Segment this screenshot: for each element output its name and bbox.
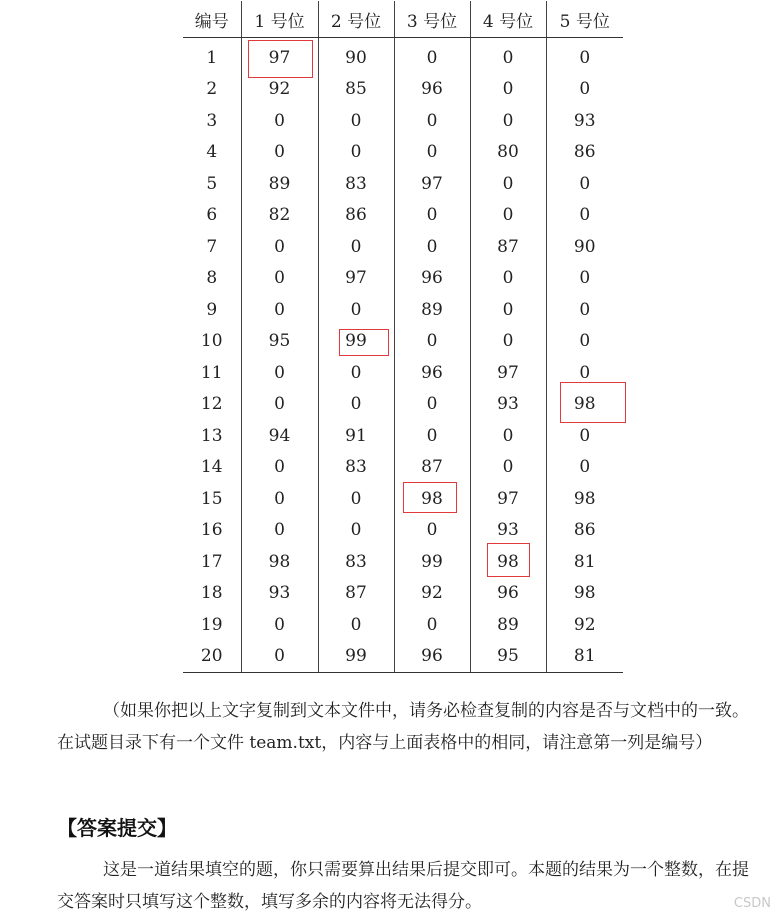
score-cell: 83 bbox=[318, 452, 394, 484]
score-cell: 0 bbox=[470, 38, 546, 74]
score-cell: 89 bbox=[470, 609, 546, 641]
score-cell: 93 bbox=[546, 105, 623, 137]
score-cell: 97 bbox=[394, 168, 470, 200]
row-id-cell: 11 bbox=[200, 362, 223, 383]
highlight-box-row17-pos4 bbox=[487, 543, 530, 577]
table-row bbox=[183, 578, 623, 610]
score-cell: 0 bbox=[241, 609, 318, 641]
score-cell: 83 bbox=[318, 168, 394, 200]
score-cell: 0 bbox=[318, 357, 394, 389]
highlight-box-row1-pos1 bbox=[248, 40, 313, 78]
score-cell: 0 bbox=[470, 168, 546, 200]
score-cell: 0 bbox=[394, 105, 470, 137]
score-cell: 87 bbox=[394, 452, 470, 484]
table-header-row bbox=[183, 1, 623, 38]
score-cell: 0 bbox=[394, 137, 470, 169]
score-cell: 0 bbox=[318, 515, 394, 547]
score-table bbox=[183, 1, 623, 673]
header-position-2: 2 号位 bbox=[318, 1, 394, 38]
score-cell: 98 bbox=[546, 483, 623, 515]
row-id-cell: 16 bbox=[200, 520, 223, 541]
score-cell: 86 bbox=[546, 137, 623, 169]
score-cell: 97 bbox=[318, 263, 394, 295]
score-cell: 0 bbox=[470, 420, 546, 452]
table-row bbox=[183, 546, 623, 578]
score-cell: 0 bbox=[241, 515, 318, 547]
score-cell: 97 bbox=[470, 483, 546, 515]
row-id-cell: 15 bbox=[200, 488, 223, 509]
row-id-cell: 17 bbox=[200, 551, 223, 572]
row-id-cell: 18 bbox=[200, 583, 223, 604]
score-cell: 0 bbox=[318, 294, 394, 326]
section-heading: 【答案提交】 bbox=[57, 816, 177, 840]
score-cell: 90 bbox=[318, 38, 394, 74]
score-cell: 87 bbox=[318, 578, 394, 610]
table-row bbox=[183, 641, 623, 673]
score-cell: 98 bbox=[241, 546, 318, 578]
table-row bbox=[183, 231, 623, 263]
table-row bbox=[183, 452, 623, 484]
score-cell: 82 bbox=[241, 200, 318, 232]
score-cell: 0 bbox=[546, 263, 623, 295]
row-id-cell: 10 bbox=[200, 331, 223, 352]
score-cell: 0 bbox=[241, 389, 318, 421]
row-id-cell: 2 bbox=[206, 79, 218, 100]
score-cell: 0 bbox=[546, 420, 623, 452]
table-row bbox=[183, 74, 623, 106]
score-cell: 0 bbox=[546, 452, 623, 484]
score-cell: 0 bbox=[546, 357, 623, 389]
table-row bbox=[183, 420, 623, 452]
row-id-cell: 6 bbox=[206, 205, 218, 226]
header-id: 编号 bbox=[183, 1, 241, 38]
table-row bbox=[183, 326, 623, 358]
score-cell: 96 bbox=[394, 641, 470, 673]
score-cell: 81 bbox=[546, 546, 623, 578]
row-id-cell: 19 bbox=[200, 614, 223, 635]
header-position-4: 4 号位 bbox=[470, 1, 546, 38]
score-cell: 80 bbox=[470, 137, 546, 169]
score-cell: 97 bbox=[470, 357, 546, 389]
score-cell: 89 bbox=[241, 168, 318, 200]
score-cell: 0 bbox=[318, 137, 394, 169]
score-cell: 0 bbox=[470, 452, 546, 484]
row-id-cell: 8 bbox=[206, 268, 218, 289]
score-cell: 81 bbox=[546, 641, 623, 673]
score-cell: 0 bbox=[318, 105, 394, 137]
score-cell: 0 bbox=[241, 452, 318, 484]
score-cell: 0 bbox=[546, 38, 623, 74]
score-cell: 98 bbox=[546, 389, 623, 421]
score-cell: 93 bbox=[241, 578, 318, 610]
score-cell: 83 bbox=[318, 546, 394, 578]
score-cell: 93 bbox=[470, 515, 546, 547]
score-cell: 98 bbox=[394, 483, 470, 515]
header-position-5: 5 号位 bbox=[546, 1, 623, 38]
score-cell: 0 bbox=[241, 483, 318, 515]
score-cell: 98 bbox=[546, 578, 623, 610]
table-row bbox=[183, 137, 623, 169]
row-id-cell: 12 bbox=[200, 394, 223, 415]
row-id-cell: 5 bbox=[206, 173, 218, 194]
score-cell: 0 bbox=[318, 609, 394, 641]
row-id-cell: 9 bbox=[206, 299, 218, 320]
score-cell: 86 bbox=[318, 200, 394, 232]
score-cell: 0 bbox=[546, 200, 623, 232]
score-cell: 0 bbox=[394, 609, 470, 641]
table-row bbox=[183, 357, 623, 389]
score-cell: 0 bbox=[241, 231, 318, 263]
table-row bbox=[183, 515, 623, 547]
score-cell: 0 bbox=[394, 389, 470, 421]
table-row bbox=[183, 294, 623, 326]
score-cell: 86 bbox=[546, 515, 623, 547]
score-cell: 0 bbox=[241, 294, 318, 326]
header-position-3: 3 号位 bbox=[394, 1, 470, 38]
answer-instructions: 这是一道结果填空的题，你只需要算出结果后提交即可。本题的结果为一个整数，在提交答案时只填写这个整数，填写多余的内容将无法得分。 bbox=[57, 860, 749, 912]
score-cell: 0 bbox=[241, 137, 318, 169]
row-id-cell: 13 bbox=[200, 425, 223, 446]
score-cell: 0 bbox=[318, 389, 394, 421]
highlight-box-row10-pos2 bbox=[339, 329, 389, 356]
table-row bbox=[183, 263, 623, 295]
score-cell: 95 bbox=[470, 641, 546, 673]
row-id-cell: 1 bbox=[206, 47, 218, 68]
score-cell: 99 bbox=[318, 326, 394, 358]
table-row bbox=[183, 609, 623, 641]
score-cell: 94 bbox=[241, 420, 318, 452]
score-cell: 0 bbox=[546, 326, 623, 358]
score-cell: 0 bbox=[241, 105, 318, 137]
score-cell: 0 bbox=[394, 326, 470, 358]
highlight-box-row12-pos5 bbox=[560, 382, 626, 423]
table-row bbox=[183, 105, 623, 137]
score-cell: 0 bbox=[470, 74, 546, 106]
score-cell: 0 bbox=[241, 641, 318, 673]
score-cell: 96 bbox=[470, 578, 546, 610]
row-id-cell: 4 bbox=[206, 142, 218, 163]
score-cell: 0 bbox=[394, 420, 470, 452]
score-cell: 85 bbox=[318, 74, 394, 106]
score-cell: 0 bbox=[546, 294, 623, 326]
row-id-cell: 7 bbox=[206, 236, 218, 257]
row-id-cell: 20 bbox=[183, 641, 241, 673]
score-cell: 92 bbox=[394, 578, 470, 610]
score-cell: 0 bbox=[394, 515, 470, 547]
score-cell: 0 bbox=[241, 263, 318, 295]
score-cell: 0 bbox=[470, 200, 546, 232]
table-row bbox=[183, 168, 623, 200]
score-cell: 90 bbox=[546, 231, 623, 263]
score-cell: 87 bbox=[470, 231, 546, 263]
watermark: CSDN bbox=[733, 896, 771, 911]
score-cell: 0 bbox=[470, 263, 546, 295]
table-row bbox=[183, 389, 623, 421]
score-cell: 0 bbox=[470, 294, 546, 326]
score-cell: 0 bbox=[318, 483, 394, 515]
row-id-cell: 3 bbox=[206, 110, 218, 131]
score-cell: 95 bbox=[241, 326, 318, 358]
score-cell: 0 bbox=[470, 105, 546, 137]
score-cell: 0 bbox=[394, 200, 470, 232]
score-cell: 0 bbox=[318, 231, 394, 263]
table-row bbox=[183, 200, 623, 232]
score-cell: 89 bbox=[394, 294, 470, 326]
note-paragraph: （如果你把以上文字复制到文本文件中，请务必检查复制的内容是否与文档中的一致。在试题目录下有一个文件 team.txt，内容与上面表格中的相同，请注意第一列是编号） bbox=[57, 701, 749, 753]
score-cell: 97 bbox=[241, 38, 318, 74]
score-cell: 92 bbox=[241, 74, 318, 106]
score-cell: 0 bbox=[546, 74, 623, 106]
score-cell: 96 bbox=[394, 263, 470, 295]
score-cell: 99 bbox=[394, 546, 470, 578]
score-cell: 96 bbox=[394, 74, 470, 106]
score-cell: 91 bbox=[318, 420, 394, 452]
score-cell: 0 bbox=[241, 357, 318, 389]
highlight-box-row15-pos3 bbox=[403, 482, 457, 513]
score-cell: 0 bbox=[394, 38, 470, 74]
score-cell: 0 bbox=[470, 326, 546, 358]
score-cell: 92 bbox=[546, 609, 623, 641]
score-cell: 96 bbox=[394, 357, 470, 389]
header-position-1: 1 号位 bbox=[241, 1, 318, 38]
score-cell: 0 bbox=[394, 231, 470, 263]
score-cell: 0 bbox=[546, 168, 623, 200]
score-cell: 93 bbox=[470, 389, 546, 421]
score-cell: 98 bbox=[470, 546, 546, 578]
score-cell: 99 bbox=[318, 641, 394, 673]
row-id-cell: 14 bbox=[200, 457, 223, 478]
